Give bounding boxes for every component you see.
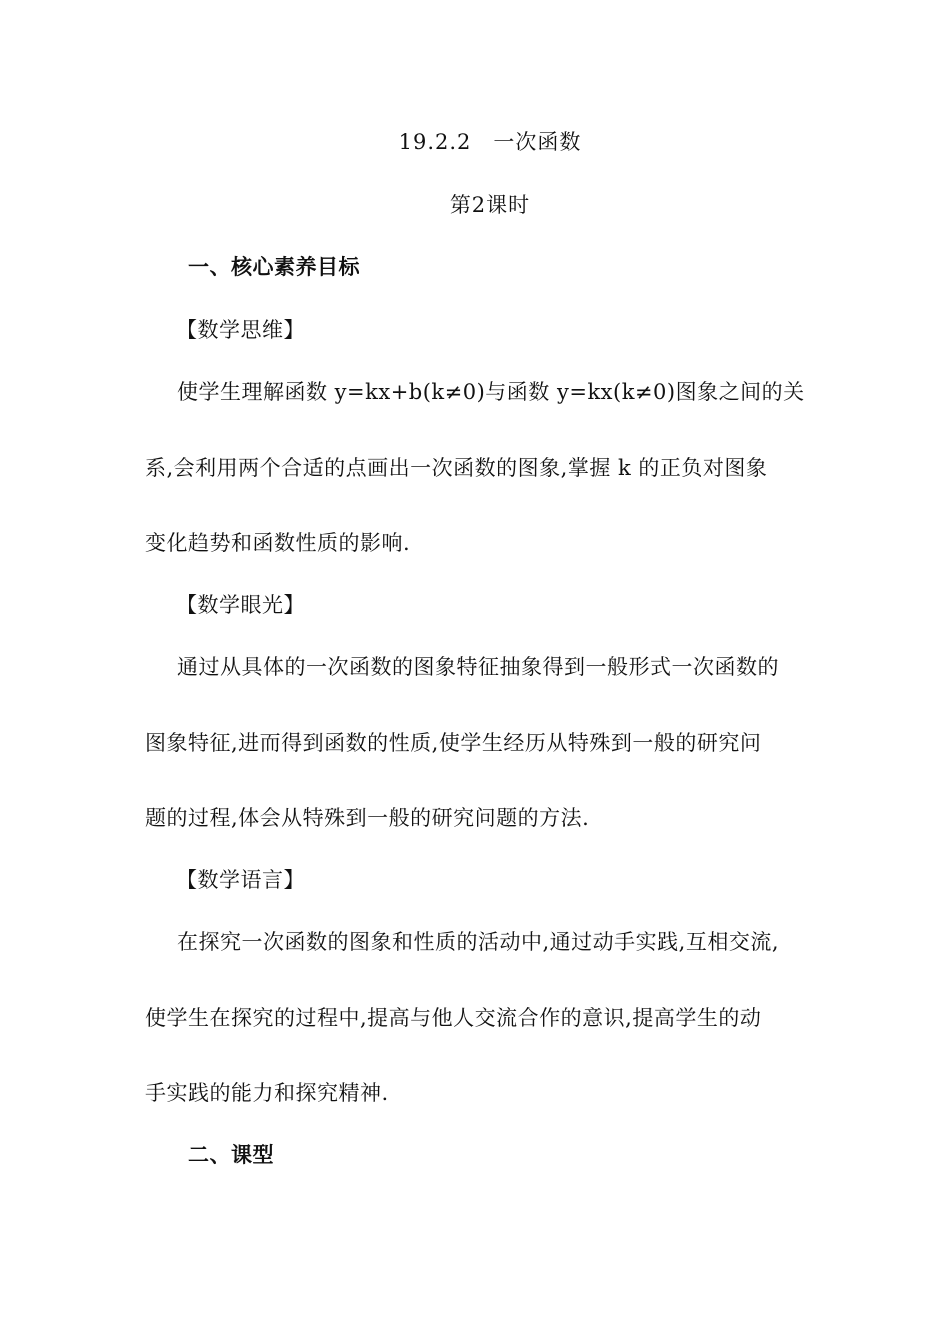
paragraph-line: 图象特征,进而得到函数的性质,使学生经历从特殊到一般的研究问	[145, 731, 762, 755]
section-heading-lesson-type: 二、课型	[188, 1143, 274, 1167]
block-label-math-language: 【数学语言】	[176, 868, 305, 892]
paragraph-line: 变化趋势和函数性质的影响.	[145, 531, 411, 555]
paragraph-line: 在探究一次函数的图象和性质的活动中,通过动手实践,互相交流,	[177, 930, 780, 954]
paragraph-line: 题的过程,体会从特殊到一般的研究问题的方法.	[145, 806, 590, 830]
block-label-math-vision: 【数学眼光】	[176, 593, 305, 617]
section-heading-core-goals: 一、核心素养目标	[188, 255, 360, 279]
block-label-math-thinking: 【数学思维】	[176, 318, 305, 342]
paragraph-line: 使学生理解函数 y=kx+b(k≠0)与函数 y=kx(k≠0)图象之间的关	[177, 380, 805, 404]
paragraph-line: 手实践的能力和探究精神.	[145, 1081, 389, 1105]
document-title: 19.2.2 一次函数	[398, 130, 582, 154]
paragraph-line: 使学生在探究的过程中,提高与他人交流合作的意识,提高学生的动	[145, 1006, 762, 1030]
paragraph-line: 系,会利用两个合适的点画出一次函数的图象,掌握 k 的正负对图象	[145, 456, 768, 480]
lesson-subtitle: 第2课时	[449, 193, 531, 217]
paragraph-line: 通过从具体的一次函数的图象特征抽象得到一般形式一次函数的	[177, 655, 779, 679]
